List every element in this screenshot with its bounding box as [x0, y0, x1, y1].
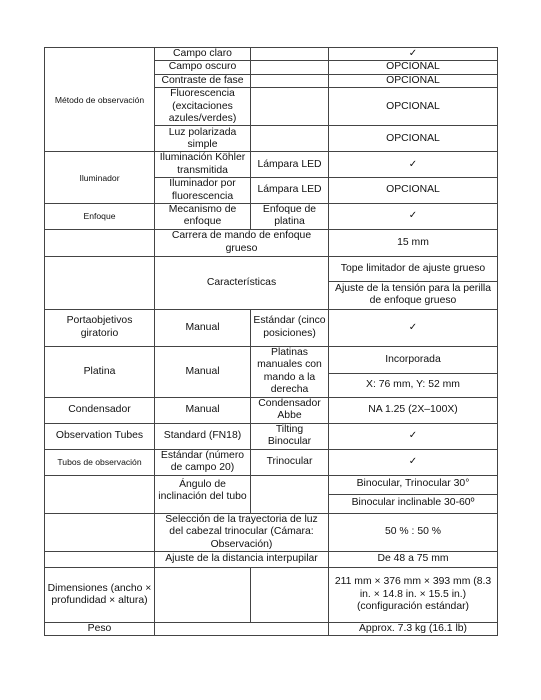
tubes-light-path-value: 50 % : 50 %: [329, 513, 498, 551]
empty-cell: [155, 622, 329, 635]
table-row: [45, 475, 498, 494]
illuminator-fluor-lamp: Lámpara LED: [251, 178, 329, 204]
condenser-value: NA 1.25 (2X–100X): [329, 397, 498, 423]
weight-value: Approx. 7.3 kg (16.1 lb): [329, 622, 498, 635]
empty-cell: [45, 229, 155, 256]
empty-cell: [251, 88, 329, 126]
method-fluorescencia: Fluorescencia (excitaciones azules/verdes): [155, 88, 251, 126]
condenser-kind: Condensador Abbe: [251, 397, 329, 423]
illuminator-kohler: Iluminación Köhler transmitida: [155, 152, 251, 178]
empty-cell: [45, 256, 155, 309]
spec-sheet: [44, 47, 497, 636]
table-row: [45, 513, 498, 551]
spec-table: [44, 47, 498, 636]
observation-tubes-label: Observation Tubes: [45, 423, 155, 449]
method-fluorescencia-value: OPCIONAL: [329, 88, 498, 126]
focus-stroke: Carrera de mando de enfoque grueso: [155, 229, 329, 256]
empty-cell: [45, 513, 155, 551]
stage-label: Platina: [45, 346, 155, 397]
table-row: [45, 423, 498, 449]
focus-features: Características: [155, 256, 329, 309]
check-mark-icon: ✓: [329, 204, 498, 230]
empty-cell: [251, 567, 329, 622]
stage-value-1: Incorporada: [329, 346, 498, 373]
nosepiece-positions: Estándar (cinco posiciones): [251, 309, 329, 346]
focus-label: Enfoque: [45, 204, 155, 230]
empty-cell: [45, 551, 155, 567]
empty-cell: [251, 475, 329, 513]
tubes-ipd-value: De 48 a 75 mm: [329, 551, 498, 567]
table-row: [45, 551, 498, 567]
tubes-incl-label: Ángulo de inclinación del tubo: [155, 475, 251, 513]
dimensions-label: Dimensiones (ancho × profundidad × altura): [45, 567, 155, 622]
check-mark-icon: ✓: [329, 449, 498, 475]
illuminator-fluor: Iluminador por fluorescencia: [155, 178, 251, 204]
illuminator-label: Iluminador: [45, 152, 155, 204]
focus-mechanism: Mecanismo de enfoque: [155, 204, 251, 230]
weight-label: Peso: [45, 622, 155, 635]
empty-cell: [251, 126, 329, 152]
empty-cell: [251, 61, 329, 74]
method-label: Método de observación: [45, 48, 155, 152]
empty-cell: [251, 48, 329, 61]
tubes-light-path: Selección de la trayectoria de luz del cabezal trinocular (Cámara: Observación): [155, 513, 329, 551]
check-mark-icon: ✓: [329, 309, 498, 346]
tubes-type: Estándar (número de campo 20): [155, 449, 251, 475]
stage-desc: Platinas manuales con mando a la derecha: [251, 346, 329, 397]
empty-cell: [45, 475, 155, 513]
table-row: [45, 397, 498, 423]
empty-cell: [251, 74, 329, 87]
table-row: [45, 346, 498, 373]
observation-tubes-kind: Tilting Binocular: [251, 423, 329, 449]
nosepiece-label: Portaobjetivos giratorio: [45, 309, 155, 346]
method-luz-polarizada: Luz polarizada simple: [155, 126, 251, 152]
table-row: [45, 152, 498, 178]
table-row: [45, 48, 498, 61]
stage-value-2: X: 76 mm, Y: 52 mm: [329, 373, 498, 397]
check-mark-icon: ✓: [329, 423, 498, 449]
method-campo-oscuro-value: OPCIONAL: [329, 61, 498, 74]
check-mark-icon: ✓: [329, 48, 498, 61]
method-contraste: Contraste de fase: [155, 74, 251, 87]
check-mark-icon: ✓: [329, 152, 498, 178]
method-campo-oscuro: Campo oscuro: [155, 61, 251, 74]
tubes-kind: Trinocular: [251, 449, 329, 475]
empty-cell: [155, 567, 251, 622]
focus-feature-2: Ajuste de la tensión para la perilla de enfoque grueso: [329, 281, 498, 309]
table-row: [45, 567, 498, 622]
table-row: [45, 449, 498, 475]
method-campo-claro: Campo claro: [155, 48, 251, 61]
tubes-label: Tubos de observación: [45, 449, 155, 475]
dimensions-value: 211 mm × 376 mm × 393 mm (8.3 in. × 14.8 in. × 15.5 in.) (configuración estándar): [329, 567, 498, 622]
condenser-label: Condensador: [45, 397, 155, 423]
method-luz-polarizada-value: OPCIONAL: [329, 126, 498, 152]
observation-tubes-type: Standard (FN18): [155, 423, 251, 449]
stage-type: Manual: [155, 346, 251, 397]
table-row: [45, 309, 498, 346]
illuminator-kohler-lamp: Lámpara LED: [251, 152, 329, 178]
nosepiece-type: Manual: [155, 309, 251, 346]
tubes-incl-value-1: Binocular, Trinocular 30°: [329, 475, 498, 494]
focus-feature-1: Tope limitador de ajuste grueso: [329, 256, 498, 281]
table-row: [45, 622, 498, 635]
table-row: [45, 256, 498, 281]
focus-mechanism-value: Enfoque de platina: [251, 204, 329, 230]
condenser-type: Manual: [155, 397, 251, 423]
table-row: [45, 204, 498, 230]
table-row: [45, 229, 498, 256]
tubes-incl-value-2: Binocular inclinable 30-60º: [329, 494, 498, 513]
method-contraste-value: OPCIONAL: [329, 74, 498, 87]
focus-stroke-value: 15 mm: [329, 229, 498, 256]
tubes-ipd: Ajuste de la distancia interpupilar: [155, 551, 329, 567]
illuminator-fluor-value: OPCIONAL: [329, 178, 498, 204]
